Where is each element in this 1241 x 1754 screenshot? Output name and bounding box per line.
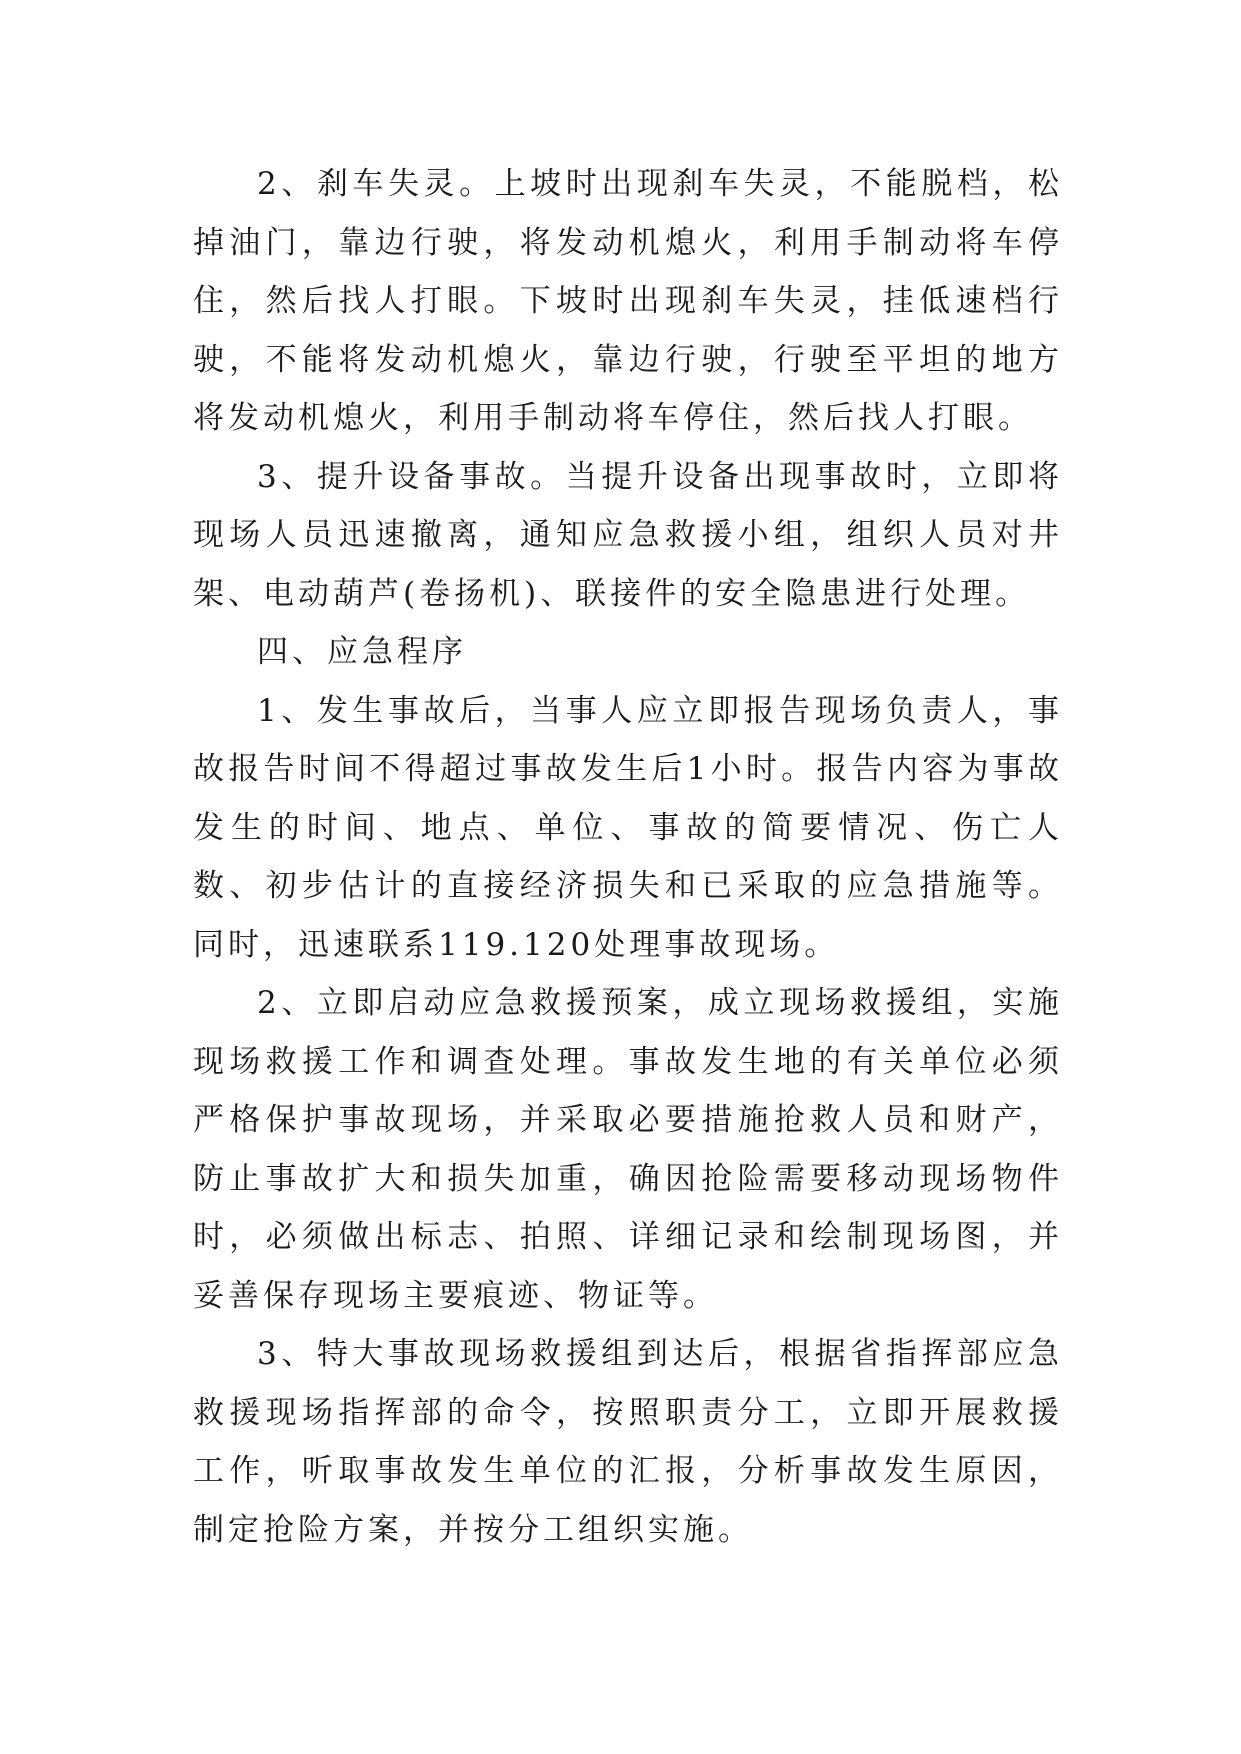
document-body <box>193 155 1063 1559</box>
paragraph-hoist-accident: 3、提升设备事故。当提升设备出现事故时，立即将现场人员迅速撤离，通知应急救援小组，组织人员对井架、电动葫芦(卷扬机)、联接件的安全隐患进行处理。 <box>193 458 1063 612</box>
section-heading-emergency-procedure: 四、应急程序 <box>257 634 467 670</box>
paragraph-rescue-plan: 2、立即启动应急救援预案，成立现场救援组，实施现场救援工作和调查处理。事故发生地的有关单位必须严格保护事故现场，并采取必要措施抢救人员和财产，防止事故扩大和损失加重，确因抢险需要移动现场物件时，必须做出标志、拍照、详细记录和绘制现场图，并妥善保存现场主要痕迹、物证等。 <box>193 985 1063 1314</box>
paragraph-major-accident-rescue: 3、特大事故现场救援组到达后，根据省指挥部应急救援现场指挥部的命令，按照职责分工，立即开展救援工作，听取事故发生单位的汇报，分析事故发生原因，制定抢险方案，并按分工组织实施。 <box>193 1336 1063 1548</box>
paragraph-brake-failure: 2、刹车失灵。上坡时出现刹车失灵，不能脱档，松掉油门，靠边行驶，将发动机熄火，利用手制动将车停住，然后找人打眼。下坡时出现刹车失灵，挂低速档行驶，不能将发动机熄火，靠边行驶，行驶至平坦的地方将发动机熄火，利用手制动将车停住，然后找人打眼。 <box>193 166 1063 436</box>
paragraph-accident-report: 1、发生事故后，当事人应立即报告现场负责人，事故报告时间不得超过事故发生后1小时。报告内容为事故发生的时间、地点、单位、事故的简要情况、伤亡人数、初步估计的直接经济损失和已采取的应急措施等。同时，迅速联系119.120处理事故现场。 <box>193 692 1063 963</box>
